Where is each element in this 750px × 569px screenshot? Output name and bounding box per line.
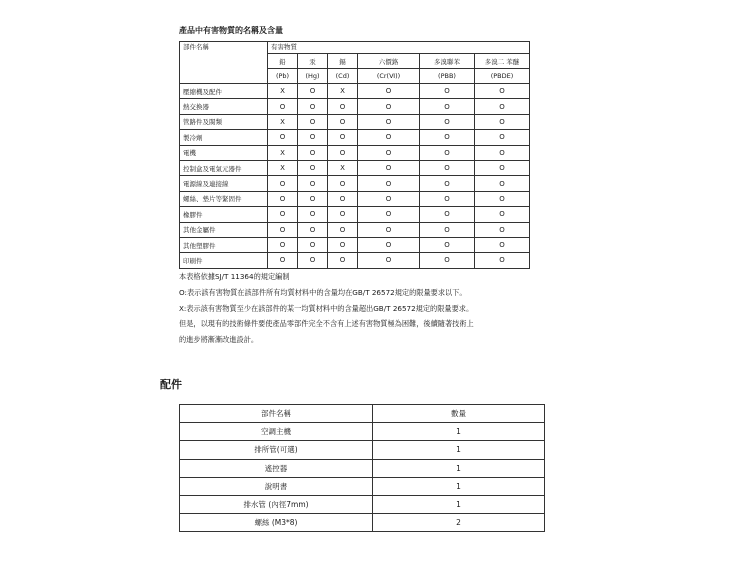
substance-symbol: (Pb) bbox=[268, 69, 298, 84]
table-row bbox=[180, 99, 530, 114]
substance-value-cell: O bbox=[420, 99, 475, 114]
substance-value-cell: O bbox=[298, 99, 328, 114]
table-row bbox=[180, 160, 530, 175]
substance-value-cell: O bbox=[328, 145, 358, 160]
hazard-table-title: 產品中有害物質的名稱及含量 bbox=[179, 26, 283, 35]
accessory-qty-cell: 1 bbox=[373, 441, 545, 459]
substance-value-cell: O bbox=[420, 191, 475, 206]
accessory-name-cell: 遙控器 bbox=[180, 459, 373, 477]
substance-value-cell: O bbox=[358, 114, 420, 129]
substance-value-cell: O bbox=[420, 84, 475, 99]
substance-value-cell: O bbox=[358, 207, 420, 222]
substance-value-cell: O bbox=[298, 160, 328, 175]
substance-value-cell: X bbox=[268, 84, 298, 99]
substance-value-cell: O bbox=[268, 176, 298, 191]
substance-value-cell: O bbox=[420, 176, 475, 191]
substance-value-cell: O bbox=[298, 207, 328, 222]
substance-value-cell: O bbox=[475, 207, 530, 222]
table-row bbox=[180, 514, 545, 532]
substance-value-cell: O bbox=[328, 130, 358, 145]
substance-symbol: (PBDE) bbox=[475, 69, 530, 84]
table-row bbox=[180, 176, 530, 191]
substance-value-cell: O bbox=[358, 191, 420, 206]
part-name-cell: 印刷件 bbox=[180, 253, 268, 268]
substance-symbol: (Cr(Ⅵ)) bbox=[358, 69, 420, 84]
substance-value-cell: O bbox=[268, 207, 298, 222]
substance-value-cell: O bbox=[420, 207, 475, 222]
table-row bbox=[180, 477, 545, 495]
substance-value-cell: O bbox=[298, 191, 328, 206]
substance-name: 鉛 bbox=[268, 54, 298, 69]
hazard-table-body bbox=[180, 84, 530, 269]
table-row bbox=[180, 191, 530, 206]
part-name-cell: 螺絲、墊片等緊固件 bbox=[180, 191, 268, 206]
substance-value-cell: O bbox=[475, 222, 530, 237]
table-row bbox=[180, 130, 530, 145]
part-name-cell: 電源線及連接線 bbox=[180, 176, 268, 191]
substance-value-cell: O bbox=[298, 130, 328, 145]
accessories-table bbox=[179, 404, 545, 532]
accessory-qty-cell: 2 bbox=[373, 514, 545, 532]
substance-value-cell: O bbox=[420, 145, 475, 160]
header-part-name: 部件名稱 bbox=[180, 42, 268, 84]
substance-value-cell: O bbox=[268, 191, 298, 206]
note-line: 的進步將漸漸改進設計。 bbox=[179, 335, 259, 345]
substance-value-cell: O bbox=[328, 222, 358, 237]
table-row bbox=[180, 145, 530, 160]
accessory-name-cell: 排所管(可選) bbox=[180, 441, 373, 459]
substance-value-cell: O bbox=[420, 114, 475, 129]
accessory-name-cell: 螺絲 (M3*8) bbox=[180, 514, 373, 532]
substance-value-cell: O bbox=[358, 84, 420, 99]
note-line: 但是，以現有的技術條件要使產品零部件完全不含有上述有害物質極為困難，後續隨著技術上 bbox=[179, 319, 474, 329]
substance-value-cell: O bbox=[475, 84, 530, 99]
substance-value-cell: O bbox=[298, 176, 328, 191]
substance-value-cell: O bbox=[420, 222, 475, 237]
substance-symbol: (Hg) bbox=[298, 69, 328, 84]
substance-value-cell: O bbox=[298, 145, 328, 160]
substance-name: 鎘 bbox=[328, 54, 358, 69]
substance-value-cell: O bbox=[358, 222, 420, 237]
substance-value-cell: O bbox=[475, 253, 530, 268]
substance-value-cell: O bbox=[328, 207, 358, 222]
part-name-cell: 電機 bbox=[180, 145, 268, 160]
substance-value-cell: O bbox=[475, 176, 530, 191]
substance-value-cell: O bbox=[328, 176, 358, 191]
accessory-name-cell: 排水管 (內徑7mm) bbox=[180, 495, 373, 513]
accessories-title: 配件 bbox=[160, 378, 182, 391]
table-row bbox=[180, 84, 530, 99]
substance-symbol: (Cd) bbox=[328, 69, 358, 84]
part-name-cell: 壓縮機及配件 bbox=[180, 84, 268, 99]
table-row bbox=[180, 441, 545, 459]
substance-name: 六價鉻 bbox=[358, 54, 420, 69]
substance-value-cell: O bbox=[328, 99, 358, 114]
part-name-cell: 其他金屬件 bbox=[180, 222, 268, 237]
accessory-qty-cell: 1 bbox=[373, 459, 545, 477]
part-name-cell: 其他塑膠件 bbox=[180, 237, 268, 252]
substance-value-cell: X bbox=[328, 160, 358, 175]
substance-value-cell: X bbox=[268, 114, 298, 129]
substance-name: 多溴二 苯醚 bbox=[475, 54, 530, 69]
substance-value-cell: O bbox=[475, 237, 530, 252]
hazard-notes bbox=[179, 269, 539, 348]
substance-value-cell: O bbox=[475, 130, 530, 145]
table-row bbox=[180, 207, 530, 222]
substance-symbol: (PBB) bbox=[420, 69, 475, 84]
substance-value-cell: X bbox=[268, 160, 298, 175]
accessories-header-name: 部件名稱 bbox=[180, 405, 373, 423]
substance-name: 多溴聯苯 bbox=[420, 54, 475, 69]
substance-value-cell: O bbox=[358, 253, 420, 268]
substance-value-cell: O bbox=[420, 130, 475, 145]
substance-value-cell: O bbox=[328, 114, 358, 129]
note-line: O:表示該有害物質在該部件所有均質材料中的含量均在GB/T 26572規定的限量要求以下。 bbox=[179, 287, 467, 297]
substance-value-cell: O bbox=[420, 237, 475, 252]
substance-value-cell: O bbox=[268, 253, 298, 268]
table-row bbox=[180, 237, 530, 252]
substance-value-cell: O bbox=[298, 222, 328, 237]
substance-value-cell: O bbox=[298, 253, 328, 268]
substance-value-cell: O bbox=[268, 99, 298, 114]
part-name-cell: 管路件及閥類 bbox=[180, 114, 268, 129]
part-name-cell: 控制盒及電氣元器件 bbox=[180, 160, 268, 175]
table-row bbox=[180, 222, 530, 237]
substance-value-cell: O bbox=[268, 222, 298, 237]
table-row bbox=[180, 459, 545, 477]
hazardous-substances-table bbox=[179, 41, 530, 269]
part-name-cell: 熱交換器 bbox=[180, 99, 268, 114]
substance-value-cell: O bbox=[358, 176, 420, 191]
substance-value-cell: O bbox=[298, 114, 328, 129]
substance-name: 汞 bbox=[298, 54, 328, 69]
substance-value-cell: O bbox=[420, 253, 475, 268]
substance-value-cell: O bbox=[358, 237, 420, 252]
substance-value-cell: O bbox=[328, 237, 358, 252]
substance-value-cell: O bbox=[358, 145, 420, 160]
substance-value-cell: O bbox=[475, 114, 530, 129]
substance-value-cell: O bbox=[358, 160, 420, 175]
part-name-cell: 橡膠件 bbox=[180, 207, 268, 222]
accessories-table-body bbox=[180, 423, 545, 532]
accessory-name-cell: 空調主機 bbox=[180, 423, 373, 441]
substance-value-cell: O bbox=[475, 160, 530, 175]
note-line: 本表格依據SJ/T 11364的規定編制 bbox=[179, 272, 290, 281]
substance-value-cell: X bbox=[268, 145, 298, 160]
substance-value-cell: O bbox=[268, 237, 298, 252]
substance-value-cell: O bbox=[475, 145, 530, 160]
substance-value-cell: O bbox=[328, 253, 358, 268]
part-name-cell: 製冷劑 bbox=[180, 130, 268, 145]
substance-value-cell: O bbox=[298, 84, 328, 99]
substance-value-cell: O bbox=[358, 99, 420, 114]
header-hazardous-substances: 有害物質 bbox=[268, 42, 530, 54]
table-row bbox=[180, 495, 545, 513]
table-row bbox=[180, 423, 545, 441]
substance-value-cell: O bbox=[328, 191, 358, 206]
substance-value-cell: O bbox=[475, 191, 530, 206]
note-line: X:表示該有害物質至少在該部件的某一均質材料中的含量超出GB/T 26572規定的限量要求。 bbox=[179, 303, 474, 313]
table-row bbox=[180, 253, 530, 268]
accessory-name-cell: 說明書 bbox=[180, 477, 373, 495]
accessory-qty-cell: 1 bbox=[373, 477, 545, 495]
substance-value-cell: X bbox=[328, 84, 358, 99]
substance-value-cell: O bbox=[420, 160, 475, 175]
accessories-header-qty: 數量 bbox=[373, 405, 545, 423]
substance-value-cell: O bbox=[268, 130, 298, 145]
substance-value-cell: O bbox=[475, 99, 530, 114]
substance-value-cell: O bbox=[358, 130, 420, 145]
accessory-qty-cell: 1 bbox=[373, 423, 545, 441]
accessory-qty-cell: 1 bbox=[373, 495, 545, 513]
table-row bbox=[180, 114, 530, 129]
substance-value-cell: O bbox=[298, 237, 328, 252]
